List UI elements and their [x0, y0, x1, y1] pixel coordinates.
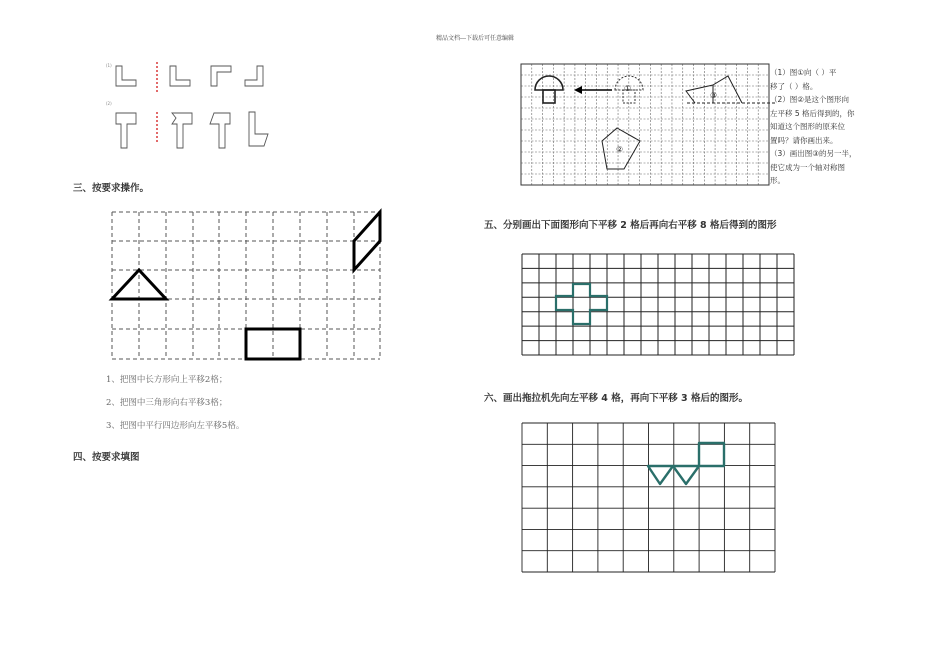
- section3-instruction-3: 3、把图中平行四边形向左平移5格。: [106, 421, 245, 431]
- shape-1-label: ①: [624, 84, 632, 93]
- question-line: （1）图①向（ ）平: [770, 68, 837, 77]
- shape-3-label: ③: [710, 91, 718, 100]
- shape-2-label: ②: [616, 145, 624, 154]
- section6-title: 六、画出拖拉机先向左平移 4 格，再向下平移 3 格后的图形。: [484, 393, 748, 404]
- problem1-label-1: (1): [106, 63, 112, 68]
- section4-title: 四、按要求填图: [73, 452, 140, 463]
- section3-title: 三、按要求操作。: [73, 183, 150, 194]
- question-line: 置吗？请你画出来。: [770, 135, 838, 145]
- question-line: 形。: [770, 176, 785, 185]
- question-line: 移了（ ）格。: [770, 81, 818, 91]
- question-line: 左平移 5 格后得到的，你: [770, 108, 855, 118]
- section5-title: 五、分别画出下面图形向下平移 2 格后再向右平移 8 格后得到的图形: [484, 220, 777, 231]
- section3-instruction-1: 1、把图中长方形向上平移2格；: [106, 375, 228, 385]
- tractor-shape: [648, 443, 724, 484]
- question-line: 使它成为一个轴对称图: [770, 162, 845, 172]
- section3-instruction-2: 2、把图中三角形向右平移3格；: [106, 398, 228, 408]
- question-line: （2）图②是这个图形向: [770, 95, 849, 104]
- question-line: 知道这个图形的原来位: [770, 122, 845, 131]
- page-header: 精品文档---下载后可任意编辑: [435, 35, 515, 42]
- problem1-label-2: (2): [106, 101, 112, 106]
- question-line: （3）画出图③的另一半，: [770, 149, 857, 158]
